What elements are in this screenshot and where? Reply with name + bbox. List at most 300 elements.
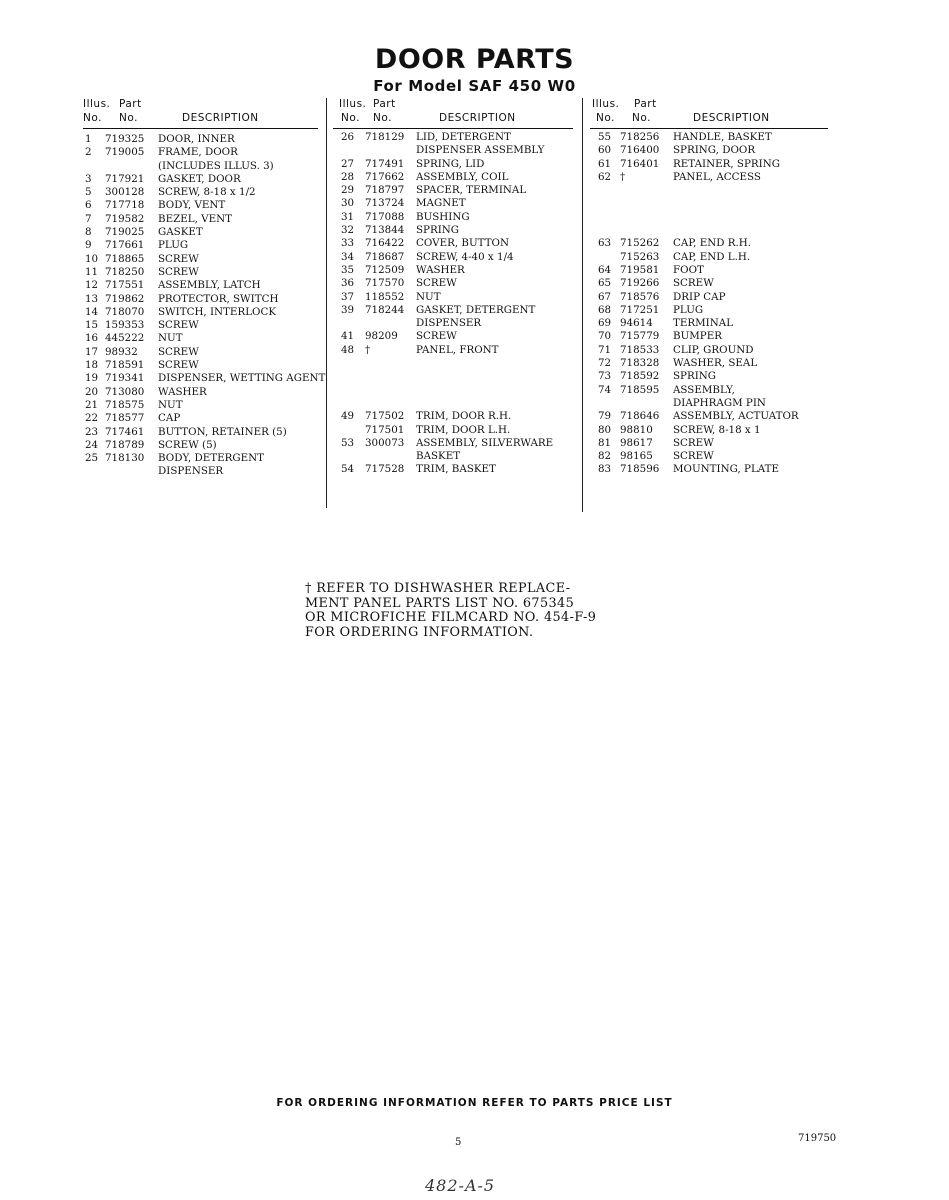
handwritten-annotation: 482-A-5 [425,1176,496,1195]
table-row [333,424,573,437]
part-number: 719325 [105,133,145,145]
illus-no-header: No. [341,112,360,124]
table-row [590,277,828,290]
table-row [333,291,573,304]
table-row [83,372,326,385]
table-row [83,173,318,186]
table-row [83,306,318,319]
description: HANDLE, BASKET [673,131,772,143]
description: GASKET [158,226,203,239]
part-number: 717528 [365,463,405,476]
table-row [590,410,828,423]
table-row [333,131,573,144]
description: PANEL, FRONT [416,343,499,356]
table-row [590,463,828,476]
column-divider [326,98,327,508]
description: ASSEMBLY, ACTUATOR [673,410,799,423]
part-number: 718865 [105,252,145,265]
part-number: 717661 [105,239,145,252]
table-row [83,399,318,412]
table-row [333,158,573,171]
description: SCREW, 8-18 x 1/2 [158,186,256,199]
table-row [590,251,828,264]
description: PROTECTOR, SWITCH [158,292,279,305]
footnote-line: OR MICROFICHE FILMCARD NO. 454-F-9 [305,610,597,625]
description: SPACER, TERMINAL [416,184,527,197]
part-number: 98209 [365,330,398,343]
part-number: 719862 [105,292,145,305]
illus-number: 11 [85,265,99,278]
description: ASSEMBLY, LATCH [158,279,261,292]
table-row [590,197,828,210]
part-number: 300073 [365,436,405,449]
table-row [333,237,573,250]
table-row [590,158,828,171]
part-number: 717501 [365,423,405,436]
footnote [305,582,596,640]
description: SPRING, DOOR [673,144,756,157]
part-number: 718646 [620,410,660,423]
illus-number: 82 [598,450,612,463]
parts-column-2 [333,97,573,477]
illus-number: 36 [341,277,355,290]
description-header: DESCRIPTION [693,112,770,124]
part-number: 94614 [620,317,653,330]
illus-number: 2 [85,146,92,159]
description: FOOT [673,263,704,276]
description: PANEL, ACCESS [673,170,761,183]
part-number: 717718 [105,199,145,212]
part-number: 718789 [105,438,145,451]
part-number: 718577 [105,412,145,425]
part-number: 716401 [620,157,660,170]
table-row [590,291,828,304]
illus-number: 9 [85,239,92,252]
part-number: 717502 [365,410,405,423]
part-number: 718595 [620,383,660,396]
table-row [83,186,318,199]
table-row [333,357,573,370]
footnote-line: FOR ORDERING INFORMATION. [305,624,534,640]
part-no-header: No. [373,112,392,124]
illus-number: 41 [341,330,355,343]
parts-rows [333,131,573,477]
illus-number: 35 [341,263,355,276]
table-row [333,304,573,317]
illus-number: 33 [341,237,355,250]
table-row [590,237,828,250]
illus-header: Illus. [339,98,367,110]
part-number: 713724 [365,197,405,210]
description: GASKET, DETERGENT [416,303,536,316]
description: TERMINAL [673,317,734,330]
part-number: 717921 [105,172,145,185]
description: BODY, VENT [158,199,226,212]
description: BASKET [416,450,461,463]
illus-number: 79 [598,410,612,423]
table-row [333,211,573,224]
table-row [590,171,828,184]
part-number: 718070 [105,305,145,318]
part-number: 715262 [620,237,660,250]
description: CAP, END R.H. [673,237,752,250]
illus-number: 60 [598,144,612,157]
part-number: 715263 [620,250,660,263]
illus-number: 28 [341,170,355,183]
table-row [83,226,318,239]
page-title: DOOR PARTS [374,44,575,75]
part-number: 718533 [620,343,660,356]
description: SWITCH, INTERLOCK [158,305,277,318]
illus-number: 80 [598,423,612,436]
description: DIAPHRAGM PIN [673,396,766,409]
illus-number: 71 [598,343,612,356]
illus-number: 32 [341,224,355,237]
description-header: DESCRIPTION [439,112,516,124]
part-number: 717088 [365,210,405,223]
description: DISPENSER ASSEMBLY [416,144,545,157]
table-row [83,452,318,465]
description: TRIM, DOOR R.H. [416,410,512,423]
table-row [590,304,828,317]
description: ASSEMBLY, COIL [416,170,509,183]
table-row [333,397,573,410]
table-row [590,224,828,237]
part-number: 98932 [105,345,138,358]
illus-number: 13 [85,292,99,305]
part-number: 717251 [620,303,660,316]
part-number: 98165 [620,450,653,463]
description: LID, DETERGENT [416,131,511,143]
column-header-bottom [590,111,828,129]
description: ASSEMBLY, SILVERWARE [416,436,554,449]
description: SCREW [158,319,199,332]
table-row [83,146,318,159]
table-row [333,370,573,383]
table-row [333,197,573,210]
description: WASHER, SEAL [673,357,758,370]
description: SPRING [673,370,717,383]
description: DOOR, INNER [158,133,235,145]
footnote-line: MENT PANEL PARTS LIST NO. 675345 [305,595,575,611]
table-row [83,213,318,226]
illus-number: 68 [598,303,612,316]
part-number: † [365,343,371,356]
illus-number: 55 [598,131,612,143]
table-row [590,384,828,397]
description: SPRING, LID [416,157,485,170]
part-header: Part [373,98,396,110]
table-row [83,412,318,425]
table-row [333,344,573,357]
illus-number: 30 [341,197,355,210]
description: SCREW [416,330,457,343]
part-number: 717662 [365,170,405,183]
description: SCREW [158,265,199,278]
illus-number: 48 [341,343,355,356]
part-number: 718130 [105,452,145,465]
illus-number: 70 [598,330,612,343]
part-number: 118552 [365,290,405,303]
description: CAP [158,412,181,425]
illus-number: 24 [85,438,99,451]
table-row [83,239,318,252]
illus-number: 7 [85,212,92,225]
illus-number: 49 [341,410,355,423]
table-row [83,160,318,173]
illus-number: 16 [85,332,99,345]
part-number: 713844 [365,224,405,237]
description: MOUNTING, PLATE [673,463,780,476]
description: DISPENSER [416,317,482,330]
illus-number: 18 [85,359,99,372]
table-row [333,277,573,290]
illus-number: 53 [341,436,355,449]
illus-number: 73 [598,370,612,383]
description: (INCLUDES ILLUS. 3) [158,159,274,172]
illus-number: 10 [85,252,99,265]
description-header: DESCRIPTION [182,112,259,124]
description: NUT [416,290,441,303]
description: RETAINER, SPRING [673,157,780,170]
table-row [83,133,318,146]
part-header: Part [119,98,142,110]
part-number: 718575 [105,398,145,411]
description: SCREW [158,252,199,265]
part-no-header: No. [119,112,138,124]
page-number: 5 [455,1137,462,1148]
table-row [590,344,828,357]
part-number: 716400 [620,144,660,157]
description: FRAME, DOOR [158,146,238,159]
description: DISPENSER, WETTING AGENT [158,372,326,385]
table-row [83,332,318,345]
table-row [83,386,318,399]
description: SCREW (5) [158,438,217,451]
column-header-bottom [333,111,573,129]
part-number: 719341 [105,372,145,385]
page-subtitle: For Model SAF 450 W0 [373,77,576,95]
part-number: † [620,170,626,183]
description: ASSEMBLY, [673,383,735,396]
part-number: 713080 [105,385,145,398]
table-row [333,224,573,237]
table-row [333,184,573,197]
table-row [333,384,573,397]
illus-number: 15 [85,319,99,332]
part-number: 719025 [105,226,145,239]
column-header-top [83,97,318,111]
illus-number: 63 [598,237,612,250]
part-number: 718596 [620,463,660,476]
illus-no-header: No. [83,112,102,124]
column-header-bottom [83,111,318,129]
description: DISPENSER [158,465,224,478]
illus-number: 25 [85,452,99,465]
table-row [590,424,828,437]
illus-number: 19 [85,372,99,385]
illus-number: 27 [341,157,355,170]
part-number: 718591 [105,359,145,372]
description: CLIP, GROUND [673,343,754,356]
illus-number: 5 [85,186,92,199]
part-number: 718328 [620,357,660,370]
illus-number: 20 [85,385,99,398]
table-row [590,397,828,410]
part-header: Part [634,98,657,110]
description: DRIP CAP [673,290,726,303]
table-row [83,199,318,212]
description: TRIM, BASKET [416,463,496,476]
table-row [590,330,828,343]
illus-number: 6 [85,199,92,212]
part-number: 719266 [620,277,660,290]
illus-number: 64 [598,263,612,276]
parts-column-3 [590,97,828,477]
table-row [83,279,318,292]
part-number: 718797 [365,184,405,197]
description: SCREW [158,359,199,372]
description: NUT [158,398,183,411]
table-row [83,253,318,266]
part-number: 718687 [365,250,405,263]
table-row [83,465,318,478]
table-row [590,144,828,157]
illus-number: 69 [598,317,612,330]
part-number: 719005 [105,146,145,159]
description: SCREW [673,450,714,463]
illus-number: 54 [341,463,355,476]
part-number: 718129 [365,131,405,143]
table-row [83,293,318,306]
illus-number: 22 [85,412,99,425]
table-row [333,317,573,330]
description: PLUG [673,303,704,316]
part-number: 716422 [365,237,405,250]
illus-number: 8 [85,226,92,239]
table-row [333,251,573,264]
illus-number: 39 [341,303,355,316]
column-header-top [333,97,573,111]
part-number: 300128 [105,186,145,199]
table-row [333,171,573,184]
description: MAGNET [416,197,466,210]
description: SCREW [673,277,714,290]
description: WASHER [416,263,465,276]
part-number: 98810 [620,423,653,436]
description: SCREW [673,436,714,449]
table-row [83,439,318,452]
footnote-line: † REFER TO DISHWASHER REPLACE- [305,581,571,596]
part-number: 98617 [620,436,653,449]
illus-number: 62 [598,170,612,183]
table-row [333,463,573,476]
illus-number: 29 [341,184,355,197]
part-number: 719581 [620,263,660,276]
illus-number: 34 [341,250,355,263]
table-row [83,266,318,279]
illus-number: 3 [85,172,92,185]
part-number: 717551 [105,279,145,292]
description: BEZEL, VENT [158,212,232,225]
parts-rows [83,133,326,479]
illus-number: 67 [598,290,612,303]
table-row [83,426,318,439]
illus-number: 14 [85,305,99,318]
description: BUSHING [416,210,470,223]
illus-number: 81 [598,436,612,449]
illus-number: 37 [341,290,355,303]
parts-column-1 [83,97,326,479]
table-row [590,264,828,277]
description: NUT [158,332,183,345]
table-row [333,437,573,450]
illus-number: 26 [341,131,355,143]
illus-number: 65 [598,277,612,290]
description: BODY, DETERGENT [158,452,265,465]
part-number: 718250 [105,265,145,278]
table-row [590,184,828,197]
illus-number: 74 [598,383,612,396]
illus-header: Illus. [83,98,111,110]
part-number: 712509 [365,263,405,276]
illus-number: 17 [85,345,99,358]
illus-number: 83 [598,463,612,476]
description: SCREW [416,277,457,290]
part-number: 718592 [620,370,660,383]
illus-number: 12 [85,279,99,292]
part-number: 717491 [365,157,405,170]
illus-number: 21 [85,398,99,411]
description: SCREW [158,345,199,358]
table-row [83,319,318,332]
description: BUTTON, RETAINER (5) [158,425,287,438]
description: COVER, BUTTON [416,237,510,250]
description: GASKET, DOOR [158,172,241,185]
column-divider [582,98,583,512]
part-number: 159353 [105,319,145,332]
table-row [590,131,828,144]
part-number: 445222 [105,332,145,345]
table-row [590,450,828,463]
description: SCREW, 4-40 x 1/4 [416,250,514,263]
description: WASHER [158,385,207,398]
description: SCREW, 8-18 x 1 [673,423,761,436]
illus-number: 1 [85,133,92,145]
part-number: 717570 [365,277,405,290]
ordering-note: FOR ORDERING INFORMATION REFER TO PARTS PRICE LIST [276,1097,673,1109]
table-row [333,330,573,343]
table-row [83,359,318,372]
table-row [83,346,318,359]
description: BUMPER [673,330,722,343]
table-row [590,317,828,330]
illus-header: Illus. [592,98,620,110]
table-row [333,450,573,463]
description: PLUG [158,239,189,252]
illus-no-header: No. [596,112,615,124]
table-row [590,437,828,450]
part-number: 718244 [365,303,405,316]
part-number: 718256 [620,131,660,143]
parts-rows [590,131,828,477]
table-row [333,264,573,277]
part-number: 718576 [620,290,660,303]
part-no-header: No. [632,112,651,124]
description: CAP, END L.H. [673,250,751,263]
illus-number: 61 [598,157,612,170]
illus-number: 23 [85,425,99,438]
